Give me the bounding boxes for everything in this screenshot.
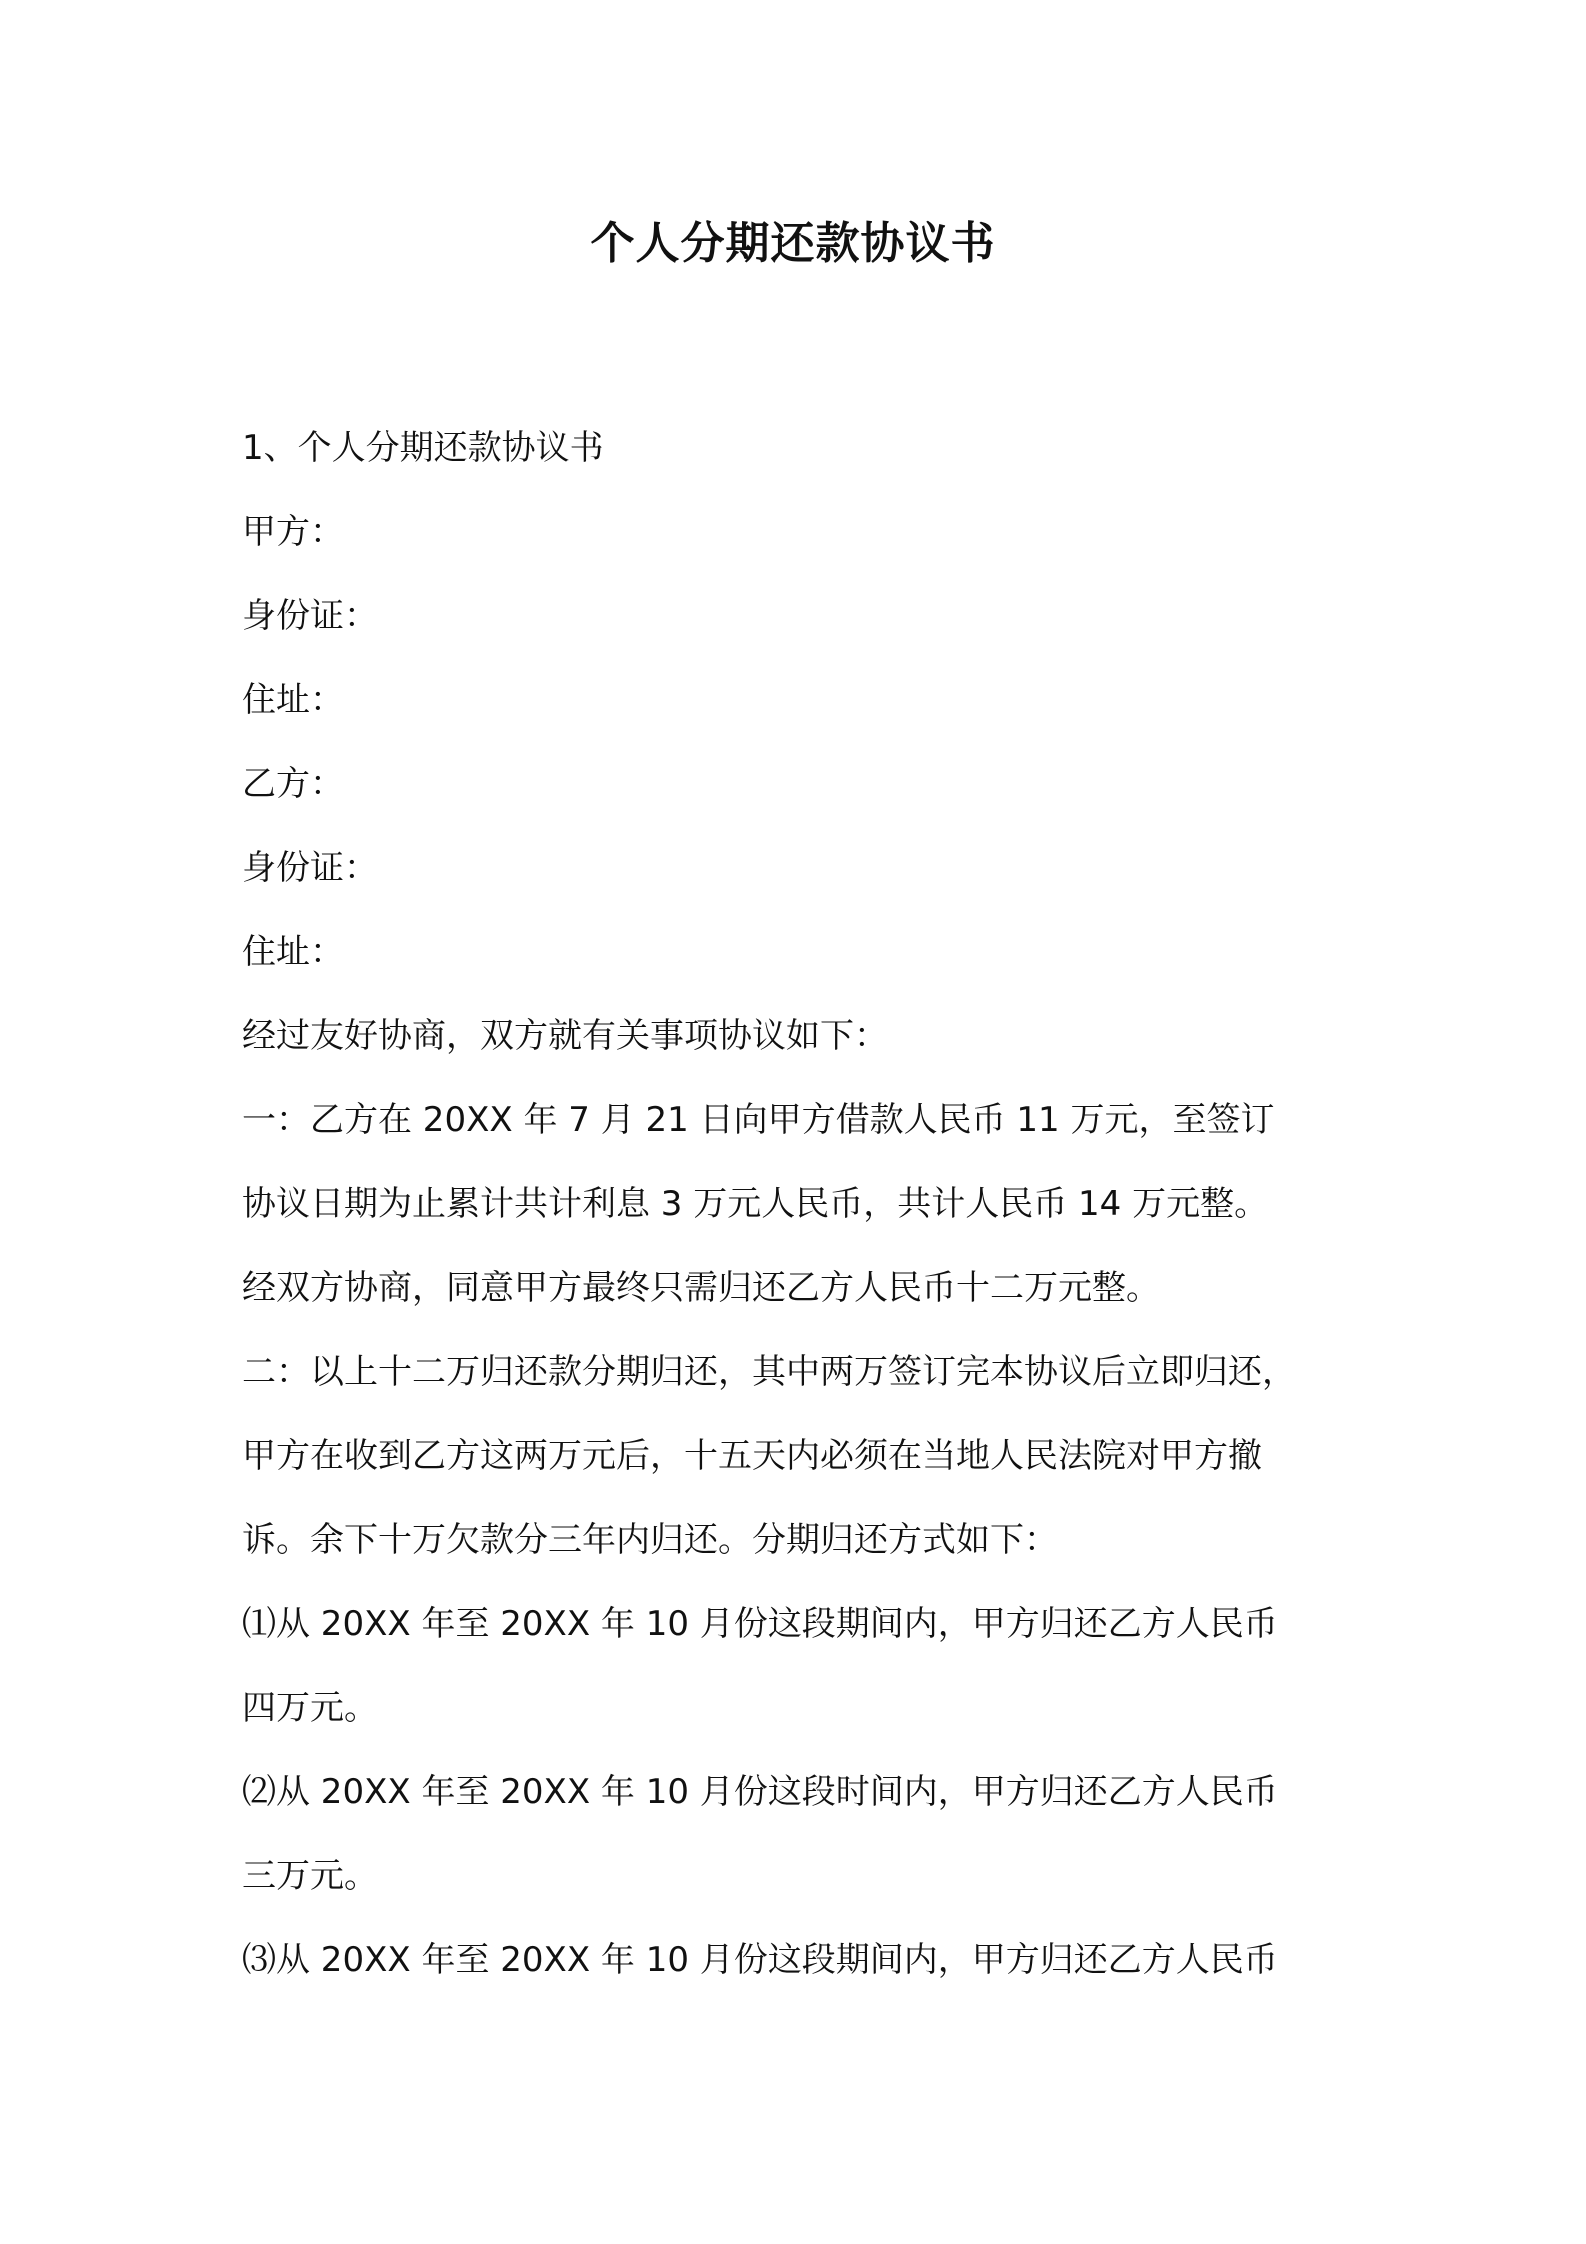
party-a-label: 甲方：	[242, 512, 344, 552]
clause-two-line: 甲方在收到乙方这两万元后，十五天内必须在当地人民法院对甲方撤	[242, 1436, 1262, 1476]
section-heading: 1、个人分期还款协议书	[242, 428, 604, 468]
installment-item-line: 三万元。	[242, 1856, 378, 1896]
installment-item-line: ⑴从 20XX 年至 20XX 年 10 月份这段期间内，甲方归还乙方人民币	[242, 1604, 1278, 1644]
party-a-id-label: 身份证：	[242, 596, 378, 636]
installment-item-line: ⑵从 20XX 年至 20XX 年 10 月份这段时间内，甲方归还乙方人民币	[242, 1772, 1278, 1812]
agreement-intro: 经过友好协商，双方就有关事项协议如下：	[242, 1016, 888, 1056]
party-b-address-label: 住址：	[242, 932, 344, 972]
clause-two-line: 诉。余下十万欠款分三年内归还。分期归还方式如下：	[242, 1520, 1058, 1560]
document-title: 个人分期还款协议书	[590, 218, 996, 269]
clause-two-line: 二：以上十二万归还款分期归还，其中两万签订完本协议后立即归还，	[242, 1352, 1296, 1392]
party-a-address-label: 住址：	[242, 680, 344, 720]
party-b-id-label: 身份证：	[242, 848, 378, 888]
party-b-label: 乙方：	[242, 764, 344, 804]
installment-item-line: ⑶从 20XX 年至 20XX 年 10 月份这段期间内，甲方归还乙方人民币	[242, 1940, 1278, 1980]
document-body	[242, 406, 1358, 2002]
clause-one-line: 经双方协商，同意甲方最终只需归还乙方人民币十二万元整。	[242, 1268, 1160, 1308]
installment-item-line: 四万元。	[242, 1688, 378, 1728]
clause-one-line: 协议日期为止累计共计利息 3 万元人民币，共计人民币 14 万元整。	[242, 1184, 1269, 1224]
clause-one-line: 一：乙方在 20XX 年 7 月 21 日向甲方借款人民币 11 万元，至签订	[242, 1100, 1275, 1140]
